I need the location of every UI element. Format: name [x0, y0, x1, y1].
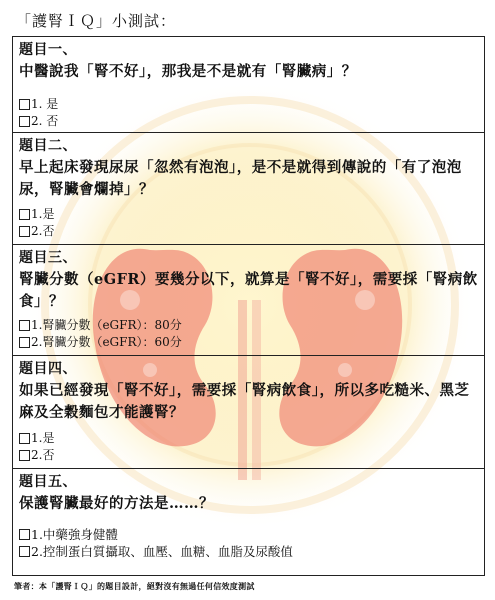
- page-title: 「護腎ＩＱ」小測試：: [16, 12, 177, 30]
- option-label: 1.是: [31, 207, 55, 221]
- option-label: 1. 是: [31, 97, 59, 111]
- option-item[interactable]: [19, 223, 54, 240]
- option-item[interactable]: [19, 447, 54, 464]
- option-item[interactable]: [19, 334, 182, 351]
- option-label: 2.腎臟分數（eGFR）：60分: [31, 335, 182, 349]
- question-title: 題目一、: [19, 42, 77, 58]
- option-item[interactable]: [19, 543, 293, 560]
- option-item[interactable]: [19, 206, 54, 223]
- option-label: 1.腎臟分數（eGFR）：80分: [31, 318, 182, 332]
- checkbox[interactable]: [19, 337, 30, 348]
- options: [19, 430, 54, 464]
- option-item[interactable]: [19, 96, 58, 113]
- question-block-1: [13, 37, 484, 133]
- option-label: 2. 否: [31, 114, 59, 128]
- question-title: 題目五、: [19, 474, 77, 490]
- question-title: 題目四、: [19, 361, 77, 377]
- options: [19, 206, 54, 240]
- checkbox[interactable]: [19, 546, 30, 557]
- question-title: 題目二、: [19, 138, 77, 154]
- question-title: 題目三、: [19, 250, 77, 266]
- question-block-4: [13, 356, 484, 469]
- footnote: 筆者：本「護腎ＩＱ」的題目設計，絕對沒有無過任何信效度測試: [14, 581, 255, 591]
- option-label: 1.中藥強身健體: [31, 527, 118, 542]
- options: [19, 317, 182, 351]
- checkbox[interactable]: [19, 450, 30, 461]
- question-block-5: [13, 469, 484, 574]
- question-block-2: [13, 133, 484, 245]
- options: [19, 96, 58, 130]
- checkbox[interactable]: [19, 529, 30, 540]
- option-label: 1.是: [31, 431, 55, 445]
- question-block-3: [13, 245, 484, 356]
- checkbox[interactable]: [19, 99, 30, 110]
- question-text: 保護腎臟最好的方法是……？: [19, 495, 214, 512]
- option-item[interactable]: [19, 317, 182, 334]
- question-text: 中醫說我「腎不好」，那我是不是就有「腎臟病」？: [19, 63, 357, 80]
- checkbox[interactable]: [19, 209, 30, 220]
- checkbox[interactable]: [19, 320, 30, 331]
- checkbox[interactable]: [19, 433, 30, 444]
- option-label: 2.控制蛋白質攝取、血壓、血糖、血脂及尿酸值: [31, 544, 293, 559]
- question-text: 腎臟分數（eGFR）要幾分以下，就算是「腎不好」，需要採「腎病飲食」？: [19, 271, 478, 310]
- checkbox[interactable]: [19, 226, 30, 237]
- option-item[interactable]: [19, 526, 293, 543]
- option-label: 2.否: [31, 224, 55, 238]
- question-text: 如果已經發現「腎不好」，需要採「腎病飲食」，所以多吃糙米、黑芝麻及全穀麵包才能護腎？: [19, 382, 470, 421]
- option-item[interactable]: [19, 113, 58, 130]
- option-label: 2.否: [31, 448, 55, 462]
- checkbox[interactable]: [19, 116, 30, 127]
- quiz-table: [12, 36, 485, 576]
- option-item[interactable]: [19, 430, 54, 447]
- question-text: 早上起床發現尿尿「忽然有泡泡」，是不是就得到傳說的「有了泡泡尿，腎臟會爛掉」？: [19, 159, 462, 198]
- options: [19, 526, 293, 560]
